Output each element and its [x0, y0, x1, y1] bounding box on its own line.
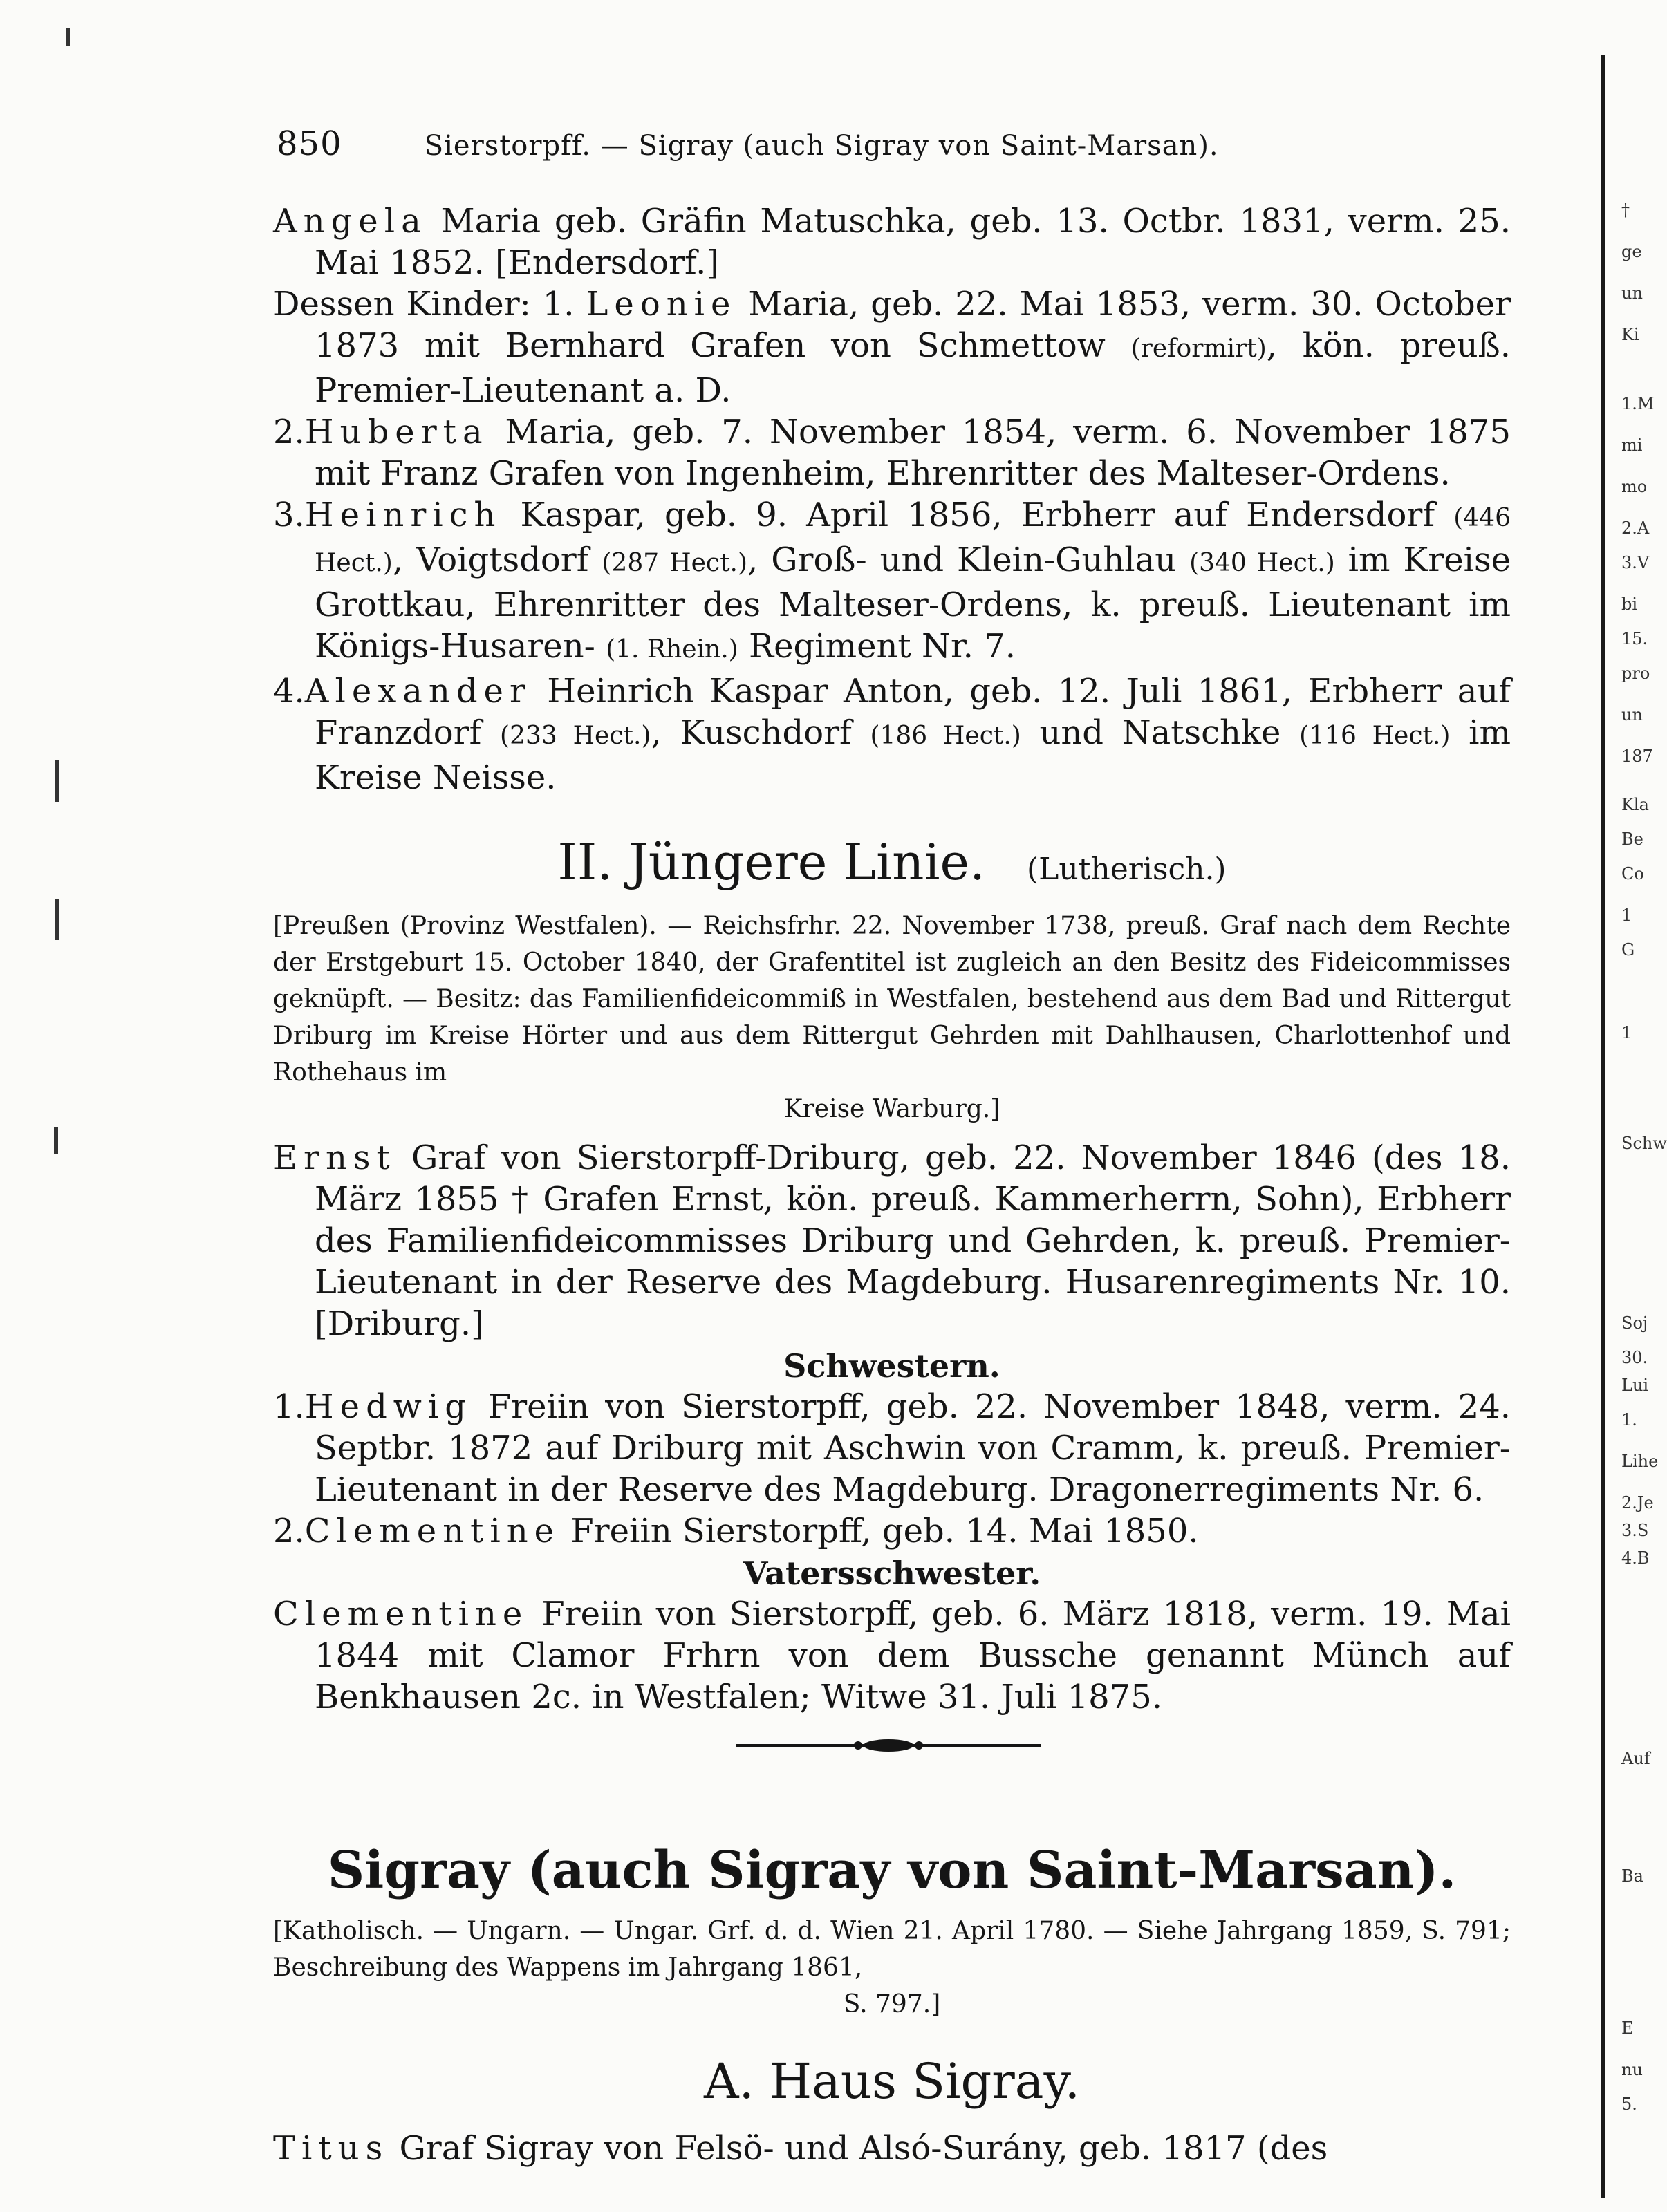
entry-text: , kön. preuß. Premier-Lieutenant a. D. — [315, 326, 1511, 410]
entry-name: Ernst — [273, 1138, 396, 1177]
entry-text: Heinrich Kaspar Anton, geb. 12. Juli 1861, Erbherr auf Franzdorf — [315, 672, 1511, 752]
entry-name: Titus — [273, 2129, 389, 2168]
entry-sister-2 — [273, 1510, 1511, 1552]
adjacent-page-fragment: 1. — [1621, 1410, 1637, 1430]
adjacent-page-fragment: † — [1621, 200, 1630, 220]
page-number: 850 — [277, 124, 342, 163]
family-note-sigray — [273, 1913, 1511, 2023]
entry-number: 2. — [273, 413, 305, 451]
entry-text: Kaspar, geb. 9. April 1856, Erbherr auf Endersdorf — [501, 496, 1454, 534]
note-text: [Katholisch. — Ungarn. — Ungar. Grf. d. d. Wien 21. April 1780. — Siehe Jahrgang 1859, S. 791; Beschreibung des Wappens im Jahrgang 1861, — [273, 1917, 1511, 1982]
entry-titus — [273, 2128, 1511, 2169]
adjacent-page-fragment: 2.A — [1621, 518, 1650, 538]
entry-text: Graf Sigray von Felsö- und Alsó-Surány, geb. 1817 (des — [389, 2129, 1328, 2168]
entry-ernst — [273, 1137, 1511, 1344]
adjacent-page-fragment: 5. — [1621, 2094, 1637, 2114]
note-text: [Preußen (Provinz Westfalen). — Reichsfrhr. 22. November 1738, preuß. Graf nach dem Rechte der Erstgeburt 15. October 1840, der Grafentitel ist zugleich an den Besitz des Fideicommisses geknüpft. — Besitz: das Familienfideicommiß in Westfalen, bestehend aus dem Bad und Rittergut Driburg im Kreise Hörter und aus dem Rittergut Gehrden mit Dahlhausen, Charlottenhof und Rothehaus im — [273, 912, 1511, 1087]
adjacent-page-fragment: Lihe — [1621, 1452, 1659, 1471]
entry-note: (116 Hect.) — [1299, 722, 1451, 750]
entry-name: Heinrich — [304, 496, 502, 534]
note-text-last: S. 797.] — [843, 1990, 941, 2018]
entry-number: 2. — [273, 1512, 305, 1550]
entry-number: 1. — [530, 285, 586, 324]
entry-child-1 — [273, 283, 1511, 411]
adjacent-page-fragment: 1 — [1621, 906, 1632, 925]
adjacent-page-fragment: Ba — [1621, 1866, 1643, 1886]
entry-name: Leonie — [586, 285, 737, 324]
scan-speck — [55, 760, 59, 802]
entry-text: Freiin von Sierstorpff, geb. 22. November 1848, verm. 24. Septbr. 1872 auf Driburg mit Aschwin von Cramm, k. preuß. Premier-Lieutenant in der Reserve des Magdeburg. Dragonerregiments Nr. 6. — [315, 1387, 1511, 1509]
entry-note: (340 Hect.) — [1189, 549, 1335, 577]
entry-number: 4. — [273, 672, 305, 711]
entry-aunt — [273, 1593, 1511, 1718]
ornament-spacer — [273, 1718, 1511, 1801]
adjacent-page-fragment: 2.Je — [1621, 1493, 1654, 1512]
adjacent-page-edge-rule — [1601, 55, 1605, 2198]
ornament-divider — [736, 1735, 1041, 1756]
adjacent-page-fragment: Auf — [1621, 1749, 1650, 1768]
subheading-schwestern: Schwestern. — [783, 1347, 1000, 1385]
adjacent-page-fragment: Co — [1621, 864, 1644, 883]
entry-note: (1. Rhein.) — [606, 635, 738, 664]
entry-text: im Kreise Grottkau, Ehrenritter des Malteser-Ordens, k. preuß. Lieutenant im Königs-Husaren- — [315, 541, 1511, 666]
entry-note: (446 Hect.) — [315, 504, 1511, 577]
adjacent-page-fragment: pro — [1621, 664, 1650, 683]
entry-text: , Voigtsdorf — [392, 541, 602, 579]
section-title: II. Jüngere Linie. — [557, 833, 985, 891]
section-subtitle: (Lutherisch.) — [1027, 852, 1227, 887]
entry-text: , Kuschdorf — [651, 713, 870, 752]
adjacent-page-fragment: 15. — [1621, 629, 1648, 648]
family-title-sigray: Sigray (auch Sigray von Saint-Marsan). — [327, 1841, 1457, 1900]
entry-text: Maria, geb. 7. November 1854, verm. 6. November 1875 mit Franz Grafen von Ingenheim, Ehrenritter des Malteser-Ordens. — [315, 413, 1511, 493]
entry-text: Regiment Nr. 7. — [738, 627, 1016, 666]
entry-number: 1. — [273, 1387, 305, 1426]
adjacent-page-fragment: Be — [1621, 830, 1643, 849]
scan-speck — [66, 28, 70, 46]
running-title: Sierstorpff. — Sigray (auch Sigray von Saint-Marsan). — [424, 130, 1219, 162]
adjacent-page-fragment: Schw — [1621, 1134, 1667, 1153]
entry-name: Alexander — [304, 672, 532, 711]
adjacent-page-fragment: Kla — [1621, 795, 1649, 814]
adjacent-page-fragment: 3.V — [1621, 553, 1650, 572]
adjacent-page-fragment: nu — [1621, 2060, 1643, 2079]
entry-note: (233 Hect.) — [500, 722, 651, 750]
main-text-column — [273, 200, 1511, 2169]
adjacent-page-fragment: 30. — [1621, 1348, 1648, 1367]
children-intro: Dessen Kinder: — [273, 285, 531, 324]
adjacent-page-fragment: 4.B — [1621, 1548, 1650, 1568]
adjacent-page-fragment: 1.M — [1621, 394, 1655, 413]
adjacent-page-fragment: Lui — [1621, 1376, 1649, 1395]
adjacent-page-fragment: 187 — [1621, 747, 1653, 766]
entry-text: und Natschke — [1021, 713, 1300, 752]
entry-angela — [273, 200, 1511, 283]
adjacent-page-fragment: G — [1621, 940, 1635, 959]
entry-name: Clementine — [304, 1512, 561, 1550]
section-note-prussia — [273, 908, 1511, 1127]
adjacent-page-fragment: 3.S — [1621, 1521, 1649, 1540]
entry-child-3 — [273, 494, 1511, 671]
adjacent-page-fragment: Ki — [1621, 325, 1639, 344]
entry-text: Freiin Sierstorpff, geb. 14. Mai 1850. — [560, 1512, 1199, 1550]
entry-text: Maria geb. Gräfin Matuschka, geb. 13. Octbr. 1831, verm. 25. Mai 1852. [Endersdorf.] — [315, 202, 1511, 282]
adjacent-page-fragment: bi — [1621, 594, 1638, 614]
entry-text: im Kreise Neisse. — [315, 713, 1511, 797]
adjacent-page-fragment: Soj — [1621, 1313, 1648, 1333]
entry-text: Freiin von Sierstorpff, geb. 6. März 1818, verm. 19. Mai 1844 mit Clamor Frhrn von dem Bussche genannt Münch auf Benkhausen 2c. in Westfalen; Witwe 31. Juli 1875. — [315, 1595, 1511, 1716]
entry-note: (186 Hect.) — [870, 722, 1021, 750]
adjacent-page-fragment: un — [1621, 705, 1643, 724]
entry-note: (reformirt) — [1130, 335, 1267, 363]
adjacent-page-fragment: 1 — [1621, 1023, 1632, 1042]
adjacent-page-fragment: E — [1621, 2018, 1634, 2038]
entry-child-2 — [273, 411, 1511, 494]
adjacent-page-fragment: mi — [1621, 435, 1643, 455]
entry-name: Hedwig — [304, 1387, 472, 1426]
entry-child-4 — [273, 671, 1511, 798]
running-header — [277, 124, 1521, 163]
entry-text: Graf von Sierstorpff-Driburg, geb. 22. November 1846 (des 18. März 1855 † Grafen Ernst, kön. preuß. Kammerherrn, Sohn), Erbherr des Familienfideicommisses Driburg und Gehrden, k. preuß. Premier-Lieutenant in der Reserve des Magdeburg. Husarenregiments Nr. 10. [Driburg.] — [315, 1138, 1511, 1343]
scan-speck — [55, 899, 59, 940]
house-heading-sigray: A. Haus Sigray. — [704, 2053, 1080, 2110]
note-text-last: Kreise Warburg.] — [783, 1095, 1000, 1123]
scan-speck — [54, 1127, 58, 1154]
entry-number: 3. — [273, 496, 305, 534]
adjacent-page-fragment: un — [1621, 283, 1643, 303]
adjacent-page-fragment: ge — [1621, 242, 1642, 261]
entry-name: Clementine — [273, 1595, 529, 1633]
entry-name: Angela — [273, 202, 427, 241]
entry-note: (287 Hect.) — [602, 549, 748, 577]
entry-text: Maria, geb. 22. Mai 1853, verm. 30. October 1873 mit Bernhard Grafen von Schmettow — [315, 285, 1511, 365]
entry-sister-1 — [273, 1386, 1511, 1510]
entry-name: Huberta — [304, 413, 489, 451]
subheading-vatersschwester: Vatersschwester. — [743, 1555, 1041, 1592]
section-heading-juengere-linie — [273, 833, 1511, 891]
adjacent-page-fragment: mo — [1621, 477, 1648, 496]
entry-text: , Groß- und Klein-Guhlau — [747, 541, 1190, 579]
